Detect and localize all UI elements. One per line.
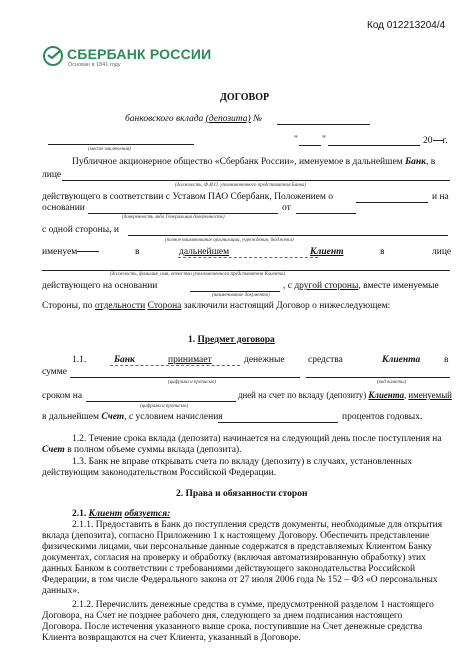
date-day-field[interactable] bbox=[299, 145, 321, 146]
section-1-heading: 1. Предмет договора bbox=[188, 335, 275, 345]
preamble-line-4: основании bbox=[42, 203, 85, 213]
preamble-line-2: лице bbox=[42, 170, 62, 180]
place-caption: (место заключения) bbox=[88, 147, 131, 152]
clause-2-1-1-line-4: документах, согласия на проверку и обработку (включая автоматизированную обработку) этих bbox=[42, 553, 426, 563]
clause-1-3-line-1: 1.3. Банк не вправе открывать счета по вкладу (депозиту) в случаях, установленных bbox=[72, 457, 412, 467]
clause-1-1-later: в дальнейшем Счет, с условием начисления bbox=[42, 412, 223, 422]
clause-2-1-2-line-1: 2.1.2. Перечислить денежные средства в сумме, предусмотренной разделом 1 настоящего bbox=[72, 600, 434, 610]
date-close-quote: " bbox=[322, 135, 326, 145]
preamble-line-1: Публичное акционерное общество «Сбербанк России», именуемое в дальнейшем Банк, в bbox=[72, 157, 436, 167]
client-named-underline bbox=[178, 257, 318, 258]
preamble-line-3-end: и на bbox=[432, 192, 449, 202]
clause-1-1-sum: сумме bbox=[42, 367, 67, 377]
preamble-line-8: Стороны, по отдельности Сторона заключили настоящий Договор о нижеследующем: bbox=[42, 301, 391, 311]
clause-2-1-1-line-6: Федерации, в том числе Федерального закона от 27 июля 2006 года № 152 – ФЗ «О персональных bbox=[42, 575, 438, 585]
clause-2-1-1-line-3: физическими лицами, чьи персональные данные содержатся в представляемых Клиентом Банку bbox=[42, 542, 433, 552]
bank-subtitle: Основан в 1841 году bbox=[68, 62, 121, 68]
client-org-field[interactable] bbox=[128, 235, 448, 236]
date-month-field[interactable] bbox=[328, 145, 420, 146]
document-title: ДОГОВОР bbox=[220, 92, 270, 103]
clause-2-1-2-line-2: Договора, на Счет не позднее рабочего дня, следующего за днем подписания настоящего bbox=[42, 611, 403, 621]
accepts-underline bbox=[110, 365, 240, 366]
caption-poa: (доверенность либо Генеральная доверенность) bbox=[122, 215, 225, 220]
clause-2-1-1-line-5: данных Банком в соответствии с требованиями действующего законодательства Российской bbox=[42, 564, 416, 574]
deposit-sum-field[interactable] bbox=[70, 377, 300, 378]
clause-2-1-2-line-4: Клиента возвращаются на счет Клиента, указанный в Договоре. bbox=[42, 633, 301, 643]
clause-1-1-line-1: 1.1. Банк принимает денежные средства Клиента в bbox=[72, 355, 449, 365]
preamble-line-4-ot: от bbox=[282, 203, 291, 213]
preamble-line-3: действующего в соответствии с Уставом ПАО Сбербанк, Положением о bbox=[42, 192, 334, 202]
caption-org: (полное наименование организации, учреждения, бюджета) bbox=[165, 238, 294, 243]
section-2-heading: 2. Права и обязанности сторон bbox=[176, 489, 308, 499]
client-basis-field[interactable] bbox=[190, 291, 280, 292]
clause-2-1-2-line-3: Договора. После истечения указанного выше срока, поступившие на Счет денежные средства bbox=[42, 622, 423, 632]
preamble-line-7: действующего на основании bbox=[42, 281, 158, 291]
client-representative-field[interactable] bbox=[42, 270, 450, 271]
clause-1-2-line-1: 1.2. Течение срока вклада (депозита) начинается на следующий день после поступления на bbox=[72, 434, 442, 444]
clause-2-1-1-line-2: вклада (депозита), согласно Приложению 1 к настоящему Договору. Обеспечить представление bbox=[42, 531, 430, 541]
caption-sum-digits: (цифрами и прописью) bbox=[168, 380, 217, 385]
term-days-field[interactable] bbox=[86, 401, 236, 402]
regulation-field[interactable] bbox=[356, 202, 428, 203]
caption-currency: (вид валюты) bbox=[377, 380, 407, 385]
document-code: Код 012213204/4 bbox=[367, 20, 446, 31]
clause-1-3-line-2: действующим законодательством Российской Федерации. bbox=[42, 468, 277, 478]
place-field[interactable] bbox=[48, 144, 194, 145]
bank-representative-field[interactable] bbox=[62, 180, 450, 181]
caption-bank-person: (должность, Ф.И.О. уполномоченного представителя Банка) bbox=[175, 183, 307, 188]
clause-1-1-days: дней на счет по вкладу (депозиту) Клиента, именуемый bbox=[238, 391, 452, 401]
currency-field[interactable] bbox=[306, 377, 450, 378]
interest-rate-field[interactable] bbox=[218, 422, 338, 423]
clause-1-1-term: сроком на bbox=[42, 391, 83, 401]
clause-2-1-1-line-1: 2.1.1. Предоставить в Банк до поступления средств документы, необходимые для открытия bbox=[72, 520, 443, 530]
clause-2-1: 2.1. Клиент обязуется: bbox=[72, 509, 171, 519]
bank-name: СБЕРБАНК РОССИИ bbox=[67, 46, 212, 62]
document-subtitle: банковского вклада (депозита) № bbox=[125, 114, 263, 124]
caption-docname: (наименование документа) bbox=[212, 293, 270, 298]
contract-number-line[interactable] bbox=[277, 124, 370, 125]
sberbank-logo-icon bbox=[43, 46, 63, 66]
basis-date-field[interactable] bbox=[296, 213, 356, 214]
preamble-line-7-end: , с другой стороны, вместе именуемые bbox=[283, 281, 439, 291]
clause-1-2-line-2: Счет в полном объеме суммы вклада (депозита). bbox=[42, 445, 242, 455]
preamble-line-5: с одной стороны, и bbox=[42, 225, 119, 235]
caption-term-digits: (цифрами и прописью) bbox=[140, 404, 189, 409]
caption-client-person: (должность, фамилия, имя, отчество уполномоченного представителя Клиента) bbox=[110, 272, 286, 277]
basis-doc-field[interactable] bbox=[88, 213, 278, 214]
date-open-quote: " bbox=[294, 135, 298, 145]
clause-1-1-percent: процентов годовых. bbox=[342, 412, 423, 422]
preamble-line-6: именуем в дальнейшем Клиент в лице bbox=[42, 247, 452, 257]
clause-2-1-1-line-7: данных». bbox=[42, 586, 80, 596]
date-year: 20 г. bbox=[423, 136, 448, 146]
